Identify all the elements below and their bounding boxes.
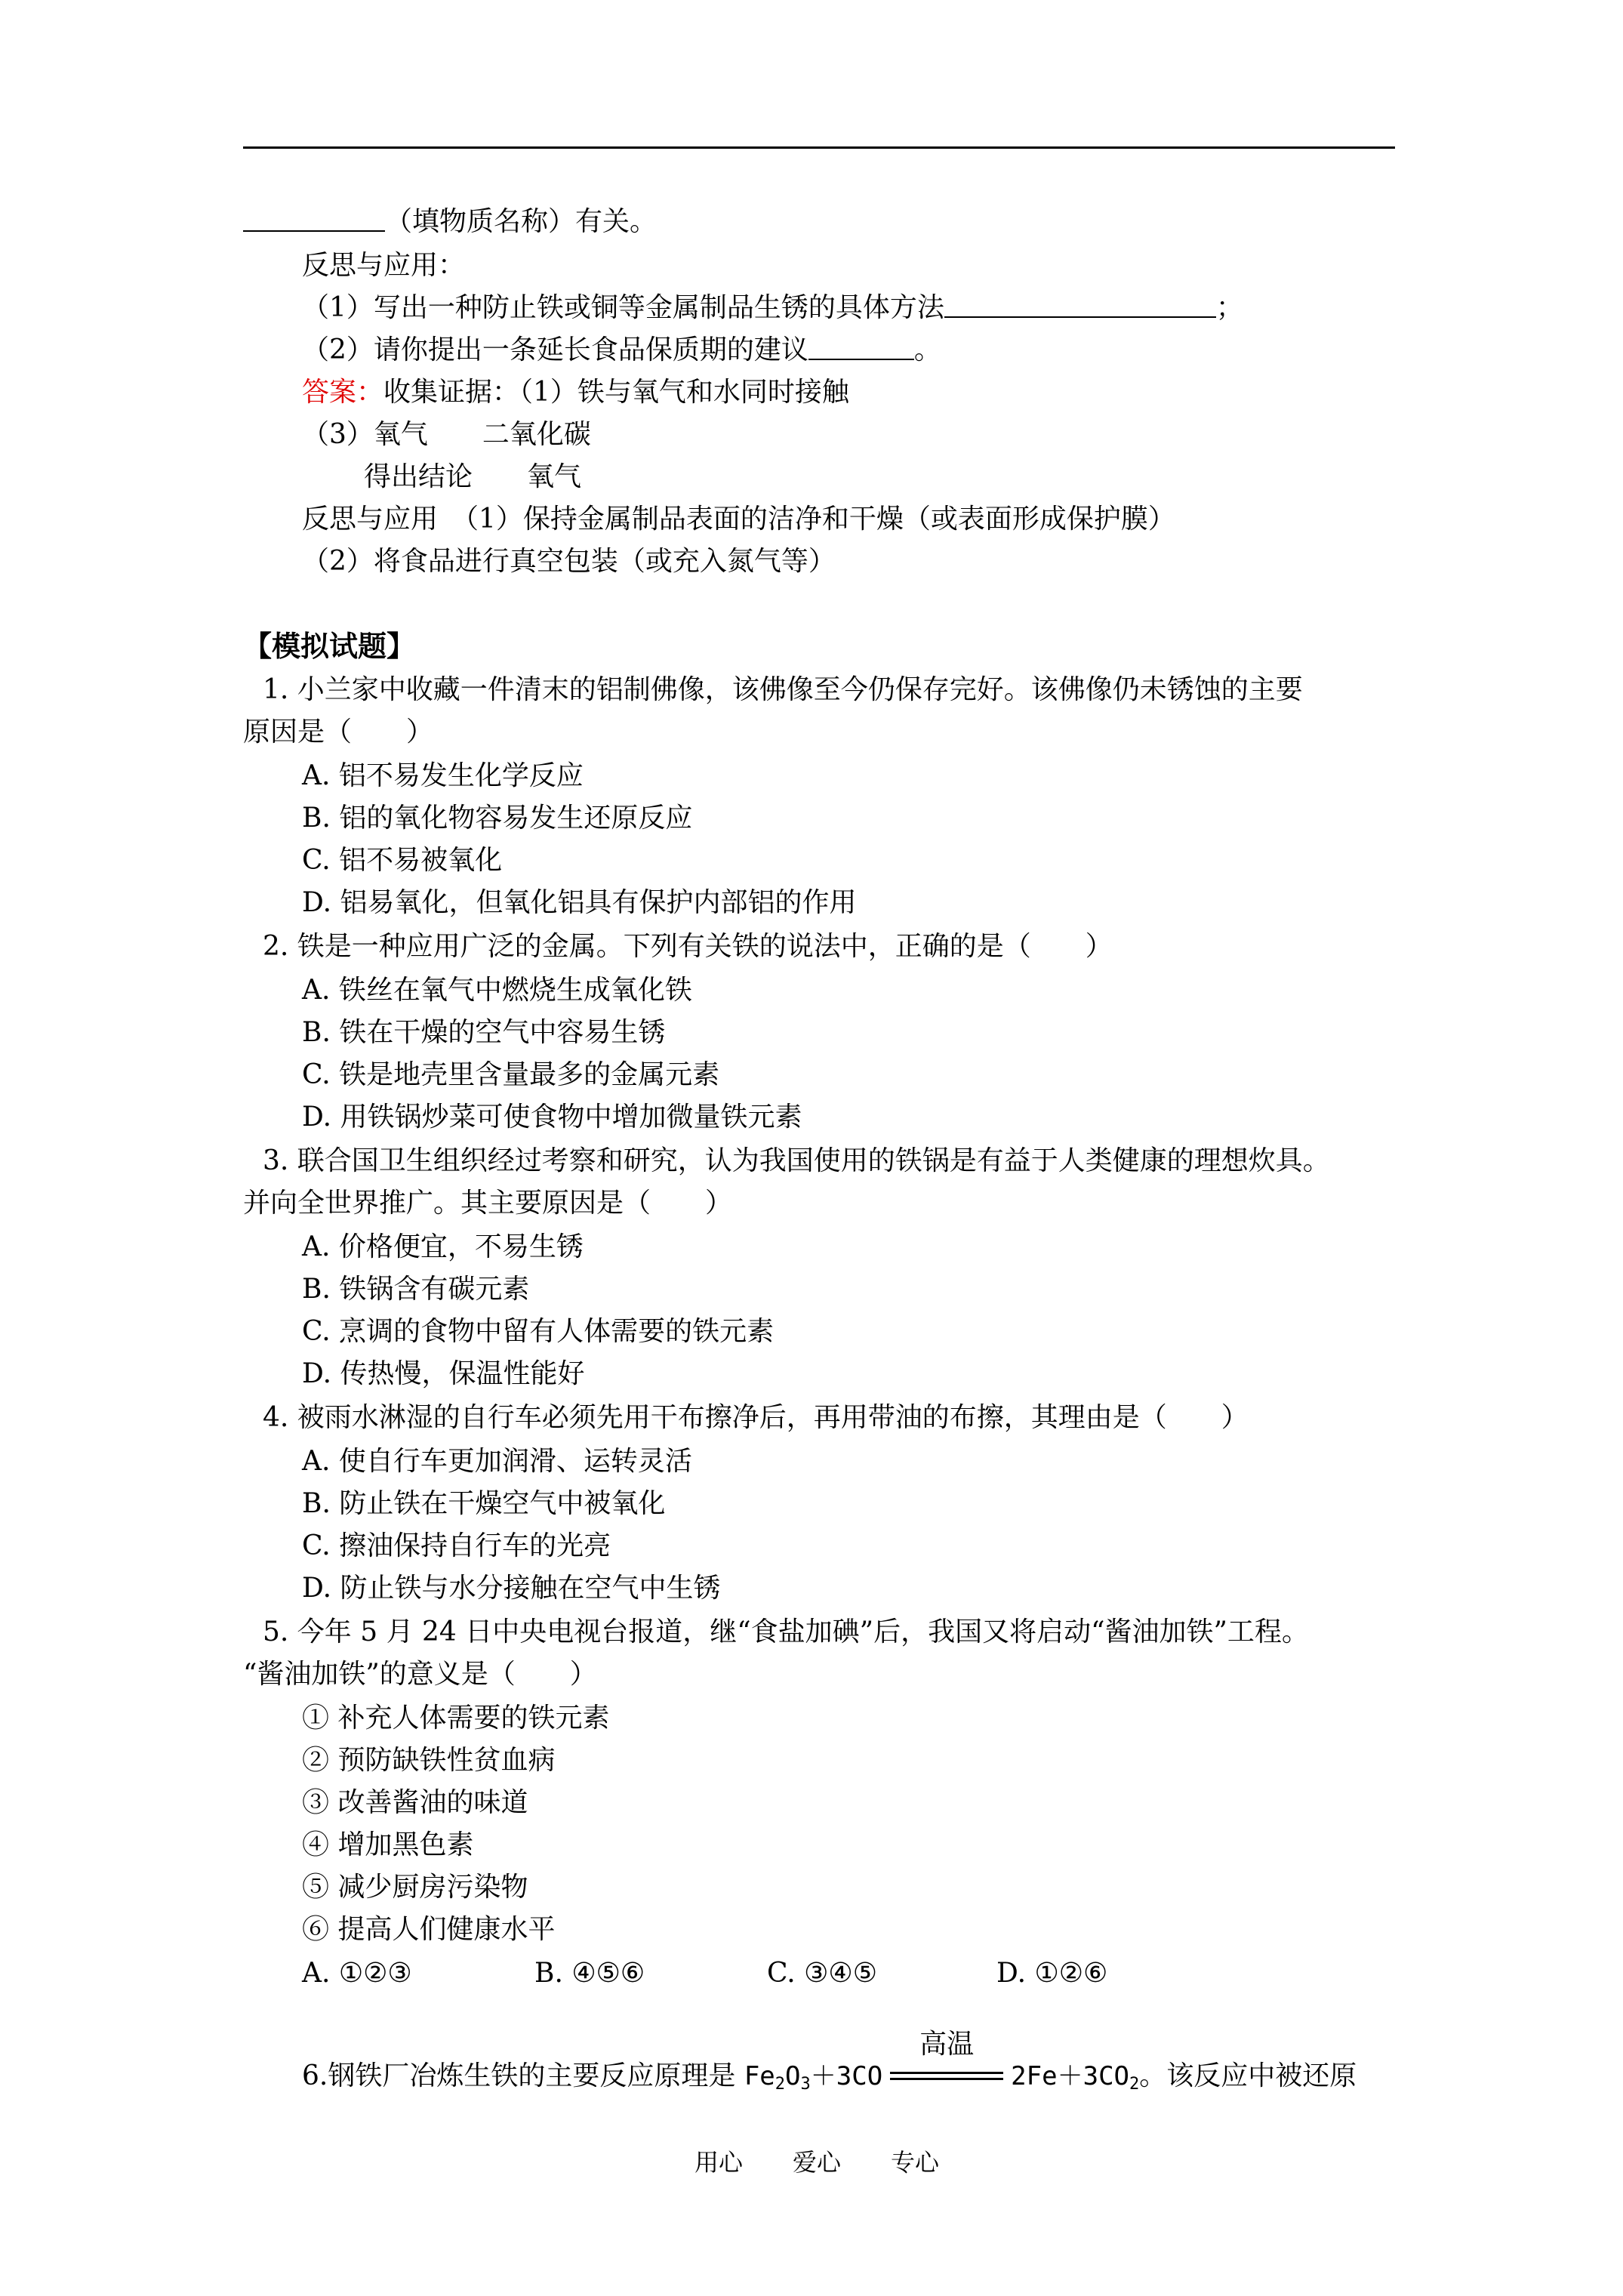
- product-co2: 3CO: [1083, 2061, 1130, 2091]
- question-4-stem: 4. 被雨水淋湿的自行车必须先用干布擦净后，再用带油的布擦，其理由是（ ）: [263, 1402, 1249, 1433]
- question-1-stem-cont: 原因是（ ）: [243, 717, 434, 747]
- reflection-q1-end: ；: [1215, 292, 1243, 323]
- question-4-option-a: A. 使自行车更加润滑、运转灵活: [302, 1446, 692, 1477]
- product-fe: 2Fe: [1011, 2061, 1058, 2091]
- question-5-item-3: ③ 改善酱油的味道: [302, 1787, 528, 1818]
- question-2-option-b: B. 铁在干燥的空气中容易生锈: [302, 1017, 666, 1048]
- question-6-suffix: 。该反应中被还原: [1139, 2060, 1357, 2091]
- question-3-option-d: D. 传热慢，保温性能好: [302, 1358, 585, 1389]
- question-1-option-d: D. 铝易氧化，但氧化铝具有保护内部铝的作用: [302, 887, 857, 918]
- reactant-co: 3CO: [836, 2061, 883, 2091]
- question-5-item-5: ⑤ 减少厨房污染物: [302, 1872, 528, 1903]
- reactant-fe2o3-o: O: [785, 2061, 801, 2091]
- subscript: 2: [775, 2075, 786, 2094]
- question-5-choice-c: C. ③④⑤: [767, 1958, 877, 1989]
- answer-line-4: 反思与应用 （1）保持金属制品表面的洁净和干燥（或表面形成保护膜）: [302, 504, 1175, 535]
- header-rule: [243, 146, 1395, 149]
- footer-word-1: 用心: [694, 2148, 744, 2177]
- reflection-question-1: [302, 291, 1243, 325]
- reaction-condition-arrow: [890, 2028, 1003, 2094]
- subscript: 3: [800, 2075, 811, 2094]
- question-3-stem: 3. 联合国卫生组织经过考察和研究，认为我国使用的铁锅是有益于人类健康的理想炊具。: [263, 1145, 1330, 1176]
- plus-sign: ＋: [810, 2061, 836, 2091]
- question-2-option-a: A. 铁丝在氧气中燃烧生成氧化铁: [302, 975, 692, 1006]
- section-title: 【模拟试题】: [243, 629, 416, 663]
- question-1-option-a: A. 铝不易发生化学反应: [302, 760, 584, 791]
- reflection-q2-end: 。: [913, 334, 941, 365]
- question-5-stem-cont: “酱油加铁”的意义是（ ）: [243, 1659, 597, 1690]
- question-3-option-a: A. 价格便宜，不易生锈: [302, 1231, 584, 1262]
- question-1-stem: 1. 小兰家中收藏一件清末的铝制佛像，该佛像至今仍保存完好。该佛像仍未锈蚀的主要: [263, 674, 1303, 705]
- plus-sign: ＋: [1057, 2061, 1083, 2091]
- fill-blank-line: [243, 205, 657, 239]
- question-3-stem-cont: 并向全世界推广。其主要原因是（ ）: [243, 1188, 733, 1219]
- question-5-choice-b: B. ④⑤⑥: [534, 1958, 645, 1989]
- answer-line-3: 得出结论 氧气: [364, 461, 582, 492]
- reflection-heading: 反思与应用：: [302, 250, 466, 281]
- answer-line-5: （2）将食品进行真空包装（或充入氮气等）: [302, 546, 836, 577]
- reactant-fe2o3-fe: Fe: [744, 2061, 775, 2091]
- answer-blank: [808, 334, 914, 360]
- answer-blank: [243, 206, 385, 232]
- question-5-item-6: ⑥ 提高人们健康水平: [302, 1914, 556, 1945]
- question-6-prefix: 6.钢铁厂冶炼生铁的主要反应原理是: [302, 2060, 736, 2091]
- answer-text-1: 收集证据：（1）铁与氧气和水同时接触: [383, 377, 849, 408]
- answer-line-2: （3）氧气 二氧化碳: [302, 419, 591, 450]
- question-1-option-b: B. 铝的氧化物容易发生还原反应: [302, 803, 693, 834]
- reflection-q2-text: （2）请你提出一条延长食品保质期的建议: [302, 334, 808, 365]
- question-4-option-d: D. 防止铁与水分接触在空气中生锈: [302, 1573, 721, 1604]
- reflection-q1-text: （1）写出一种防止铁或铜等金属制品生锈的具体方法: [302, 292, 944, 323]
- question-2-option-d: D. 用铁锅炒菜可使食物中增加微量铁元素: [302, 1102, 802, 1133]
- footer-word-3: 专心: [891, 2148, 940, 2177]
- question-5-item-1: ① 补充人体需要的铁元素: [302, 1703, 610, 1734]
- question-5-choice-a: A. ①②③: [302, 1958, 412, 1989]
- answer-blank: [944, 292, 1216, 318]
- question-1-option-c: C. 铝不易被氧化: [302, 845, 503, 876]
- question-2-stem: 2. 铁是一种应用广泛的金属。下列有关铁的说法中，正确的是（ ）: [263, 931, 1113, 962]
- blank-suffix: （填物质名称）有关。: [385, 206, 658, 237]
- question-6-stem: [302, 2028, 1357, 2101]
- question-2-option-c: C. 铁是地壳里含量最多的金属元素: [302, 1059, 720, 1090]
- reflection-question-2: [302, 334, 941, 367]
- reaction-condition: 高温: [919, 2028, 975, 2060]
- question-4-option-c: C. 擦油保持自行车的光亮: [302, 1530, 611, 1561]
- question-4-option-b: B. 防止铁在干燥空气中被氧化: [302, 1488, 666, 1519]
- reaction-equation: [744, 2028, 1140, 2101]
- question-5-item-4: ④ 增加黑色素: [302, 1829, 474, 1860]
- question-3-option-c: C. 烹调的食物中留有人体需要的铁元素: [302, 1316, 775, 1347]
- answer-label: 答案：: [302, 377, 384, 408]
- question-3-option-b: B. 铁锅含有碳元素: [302, 1274, 530, 1305]
- answer-line-1: [302, 376, 849, 409]
- footer-word-2: 爱心: [793, 2148, 842, 2177]
- question-5-stem: 5. 今年 5 月 24 日中央电视台报道，继“食盐加碘”后，我国又将启动“酱油加铁”工程。: [263, 1616, 1309, 1647]
- subscript: 2: [1129, 2075, 1140, 2094]
- question-5-item-2: ② 预防缺铁性贫血病: [302, 1745, 556, 1776]
- question-5-choice-d: D. ①②⑥: [996, 1958, 1108, 1989]
